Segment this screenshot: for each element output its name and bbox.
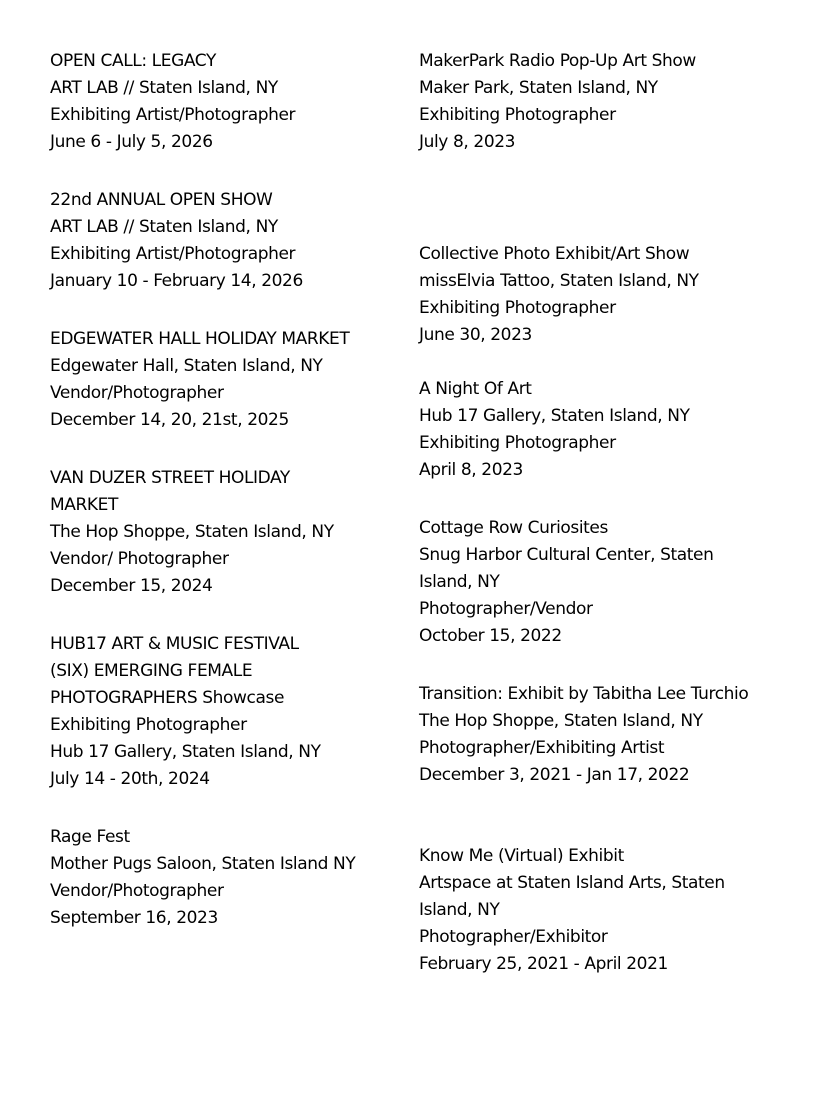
entry-venue-continued: Island, NY — [419, 572, 500, 592]
entry-date: February 25, 2021 - April 2021 — [419, 954, 668, 974]
entry-title: Rage Fest — [50, 827, 130, 847]
entry-venue: missElvia Tattoo, Staten Island, NY — [419, 271, 699, 291]
entry-venue: The Hop Shoppe, Staten Island, NY — [50, 522, 334, 542]
entry-role: Exhibiting Artist/Photographer — [50, 244, 296, 264]
entry-role: Exhibiting Photographer — [419, 105, 616, 125]
entry-venue: Hub 17 Gallery, Staten Island, NY — [50, 742, 321, 762]
entry-title: EDGEWATER HALL HOLIDAY MARKET — [50, 329, 350, 349]
exhibition-entry — [50, 824, 400, 932]
exhibition-entry — [419, 681, 769, 789]
entry-subtitle-continued: PHOTOGRAPHERS Showcase — [50, 688, 285, 708]
entry-title: Collective Photo Exhibit/Art Show — [419, 244, 690, 264]
entry-role: Exhibiting Photographer — [419, 433, 616, 453]
entry-date: October 15, 2022 — [419, 626, 562, 646]
entry-title-continued: MARKET — [50, 495, 118, 515]
entry-role: Vendor/Photographer — [50, 881, 224, 901]
exhibition-entry — [50, 631, 400, 793]
entry-date: June 30, 2023 — [419, 325, 532, 345]
entry-title: MakerPark Radio Pop-Up Art Show — [419, 51, 696, 71]
exhibition-entry — [50, 187, 400, 295]
entry-date: December 14, 20, 21st, 2025 — [50, 410, 289, 430]
entry-venue: ART LAB // Staten Island, NY — [50, 78, 278, 98]
entry-title: Cottage Row Curiosites — [419, 518, 608, 538]
entry-date: July 8, 2023 — [419, 132, 516, 152]
entry-role: Photographer/Exhibitor — [419, 927, 608, 947]
entry-venue: Artspace at Staten Island Arts, Staten — [419, 873, 725, 893]
entry-venue: Hub 17 Gallery, Staten Island, NY — [419, 406, 690, 426]
entry-title: 22nd ANNUAL OPEN SHOW — [50, 190, 273, 210]
exhibition-entry — [419, 241, 769, 349]
entry-subtitle: (SIX) EMERGING FEMALE — [50, 661, 253, 681]
entry-venue: Snug Harbor Cultural Center, Staten — [419, 545, 714, 565]
exhibition-entry — [419, 515, 769, 650]
entry-role: Photographer/Vendor — [419, 599, 593, 619]
right-column — [419, 48, 769, 978]
entry-venue-continued: Island, NY — [419, 900, 500, 920]
entry-role: Exhibiting Photographer — [50, 715, 247, 735]
entry-role: Exhibiting Photographer — [419, 298, 616, 318]
entry-title: VAN DUZER STREET HOLIDAY — [50, 468, 290, 488]
left-column — [50, 48, 400, 932]
entry-date: June 6 - July 5, 2026 — [50, 132, 213, 152]
exhibition-entry — [50, 48, 400, 156]
entry-title: Know Me (Virtual) Exhibit — [419, 846, 624, 866]
exhibition-entry — [419, 376, 769, 484]
entry-venue: Maker Park, Staten Island, NY — [419, 78, 658, 98]
entry-venue: The Hop Shoppe, Staten Island, NY — [419, 711, 703, 731]
entry-date: December 15, 2024 — [50, 576, 213, 596]
exhibition-entry — [419, 843, 769, 978]
entry-title: A Night Of Art — [419, 379, 532, 399]
entry-title: HUB17 ART & MUSIC FESTIVAL — [50, 634, 299, 654]
entry-venue: Edgewater Hall, Staten Island, NY — [50, 356, 323, 376]
entry-date: September 16, 2023 — [50, 908, 218, 928]
entry-date: April 8, 2023 — [419, 460, 523, 480]
exhibition-entry — [50, 326, 400, 434]
entry-title: Transition: Exhibit by Tabitha Lee Turchio — [419, 684, 749, 704]
entry-date: December 3, 2021 - Jan 17, 2022 — [419, 765, 690, 785]
entry-role: Vendor/Photographer — [50, 383, 224, 403]
entry-date: January 10 - February 14, 2026 — [50, 271, 303, 291]
exhibition-entry — [419, 48, 769, 156]
exhibition-entry — [50, 465, 400, 600]
entry-venue: ART LAB // Staten Island, NY — [50, 217, 278, 237]
entry-title: OPEN CALL: LEGACY — [50, 51, 216, 71]
entry-date: July 14 - 20th, 2024 — [50, 769, 210, 789]
entry-role: Exhibiting Artist/Photographer — [50, 105, 296, 125]
entry-role: Photographer/Exhibiting Artist — [419, 738, 665, 758]
entry-role: Vendor/ Photographer — [50, 549, 229, 569]
entry-venue: Mother Pugs Saloon, Staten Island NY — [50, 854, 356, 874]
